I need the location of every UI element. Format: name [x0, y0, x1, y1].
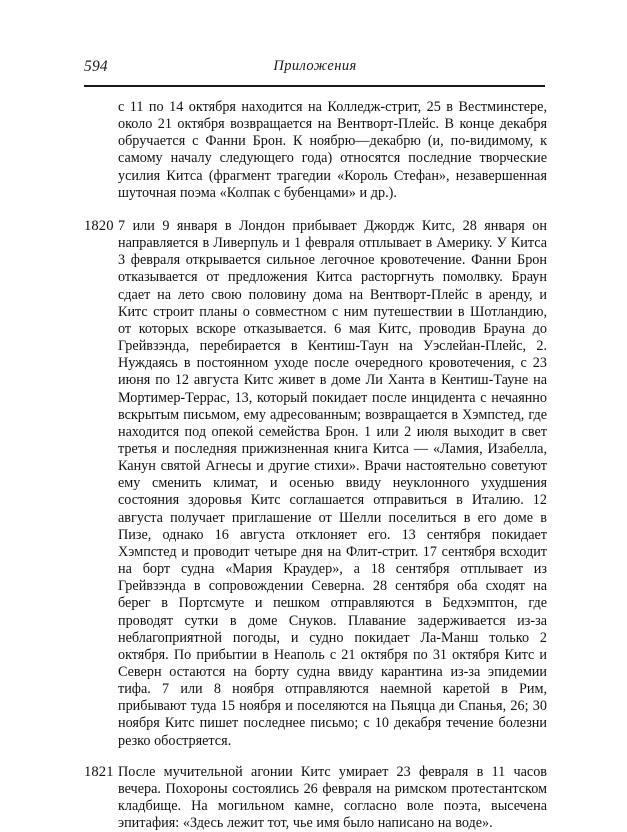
- chronology-entry-continuation: [84, 99, 547, 202]
- running-title: Приложения: [273, 58, 357, 74]
- header-rule: [84, 85, 545, 87]
- running-head: [84, 58, 546, 88]
- page-body: [84, 99, 547, 832]
- entry-text: После мучительной агонии Китс умирает 23 февраля в 11 часов вечера. Похороны состоялись 26 февраля на римском протестантском кладбище. На могильном камне, согласно воле поэта, высечена эпитафия: «Здесь лежит тот, чье имя было написано на воде».: [118, 763, 547, 832]
- entry-text: с 11 по 14 октября находится на Колледж-стрит, 25 в Вестминстере, около 21 октября возвращается на Вентворт-Плейс. В конце декабря обручается с Фанни Брон. К ноябрю—декабрю (и, по-видимому, к самому началу следующего года) относятся последние творческие усилия Китса (фрагмент трагедии «Король Стефан», незавершенная шуточная поэма «Колпак с бубенцами» и др.).: [118, 99, 547, 201]
- chronology-entry-1821: [84, 764, 547, 832]
- entry-year-label: 1821: [84, 763, 114, 780]
- entry-year-label: 1820: [84, 217, 114, 234]
- page-number: 594: [84, 58, 108, 75]
- entry-text: 7 или 9 января в Лондон прибывает Джордж Китс, 28 января он направляется в Ливерпуль и 1 февраля отплывает в Америку. У Китса 3 февраля открывается сильное легочное кровотечение. Фанни Брон отказывается от предложения Китса расторгнуть помолвку. Браун сдает на лето свою половину дома на Вентворт-Плейс в аренду, и Китс строит планы о совместном с ним путешествии в Шотландию, от которых вскоре отказывается. 6 мая Китс, проводив Брауна до Грейвзэнда, перебирается в Кентиш-Таун на Уэслейан-Плейс, 2. Нуждаясь в постоянном уходе после очередного кровотечения, с 23 июня по 12 августа Китс живет в доме Ли Ханта в Кентиш-Тауне на Мортимер-Террас, 13, который покидает после инцидента с нечаянно вскрытым письмом, ему адресованным; возвращается в Хэмпстед, где находится под опекой семейства Брон. 1 или 2 июля выходит в свет третья и последняя прижизненная книга Китса — «Ламия, Изабелла, Канун святой Агнесы и другие стихи». Врачи настоятельно советуют ему сменить климат, и осенью ввиду неуклонного ухудшения состояния здоровья Китс соглашается отправиться в Италию. 12 августа получает приглашение от Шелли поселиться в его доме в Пизе, однако 16 августа отклоняет его. 13 сентября покидает Хэмпстед и проводит четыре дня на Флит-стрит. 17 сентября всходит на борт судна «Мария Краудер», а 18 сентября отплывает из Грейвзэнда в сопровождении Северна. 28 сентября оба сходят на берег в Портсмуте и пешком отправляются в Бедхэмптон, где проводят сутки в доме Снуков. Плавание задерживается из-за неблагоприятной погоды, и судно покидает Ла-Манш только 2 октября. По прибытии в Неаполь с 21 октября по 31 октября Китс и Северн остаются на борту судна ввиду карантина из-за эпидемии тифа. 7 или 8 ноября отправляются наемной каретой в Рим, прибывают туда 15 ноября и поселяются на Пьяцца ди Спанья, 26; 30 ноября Китс пишет последнее письмо; с 10 декабря течение болезни резко обостряется.: [118, 217, 547, 749]
- chronology-entry-1820: [84, 218, 547, 750]
